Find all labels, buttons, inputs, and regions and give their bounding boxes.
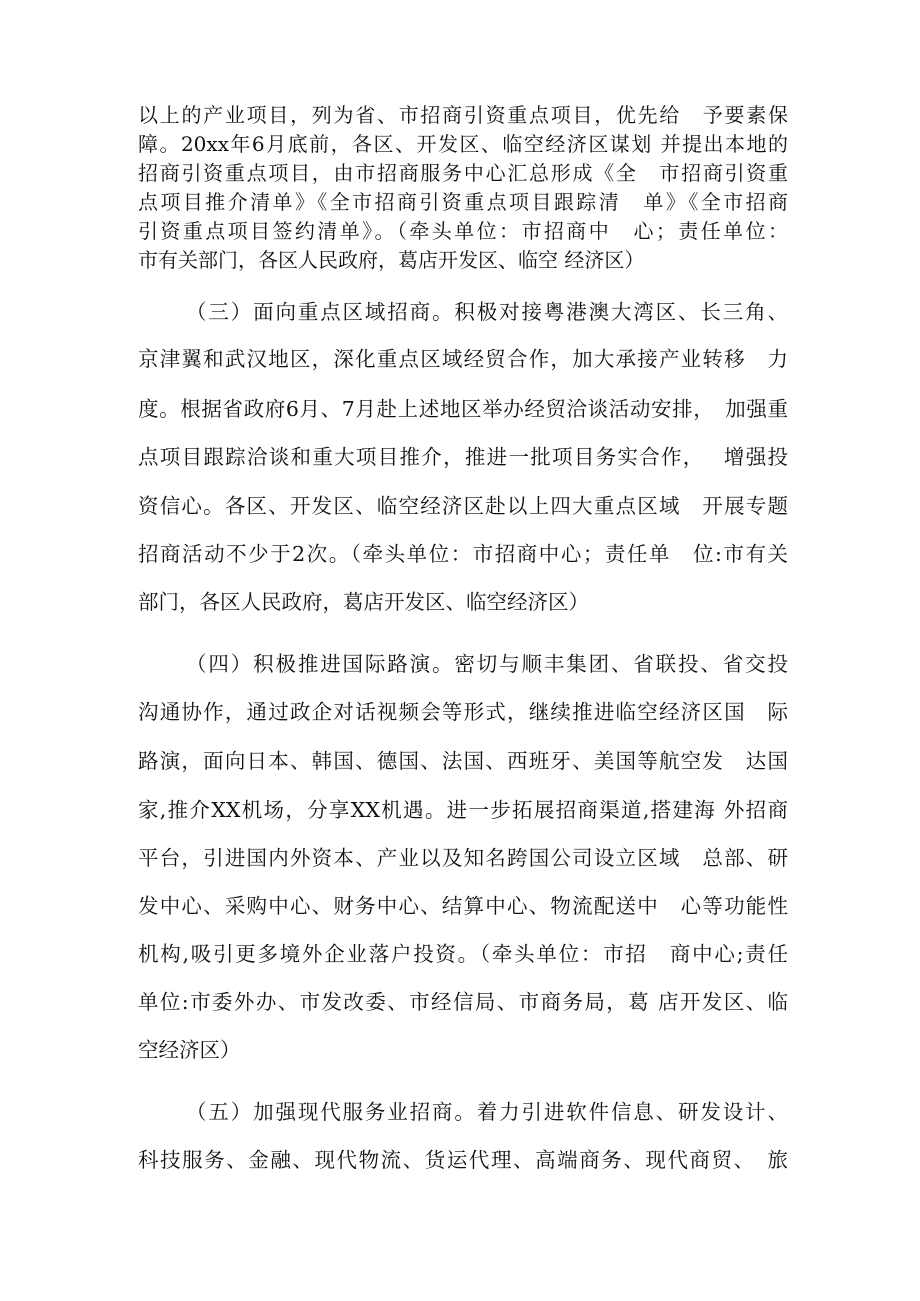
text-line: 度。根据省政府6月、7月赴上述地区举办经贸洽谈活动安排， 加强重 xyxy=(138,397,788,421)
text-line: 招商活动不少于2次。（牵头单位：市招商中心；责任单 位:市有关 xyxy=(138,542,788,566)
text-line: 空经济区） xyxy=(138,1038,241,1062)
text-line: 以上的产业项目，列为省、市招商引资重点项目，优先给 予要素保 xyxy=(138,103,788,127)
text-line: 京津翼和武汉地区，深化重点区域经贸合作，加大承接产业转移 力 xyxy=(138,347,788,371)
text-line: 单位:市委外办、市发改委、市经信局、市商务局，葛 店开发区、临 xyxy=(138,990,788,1014)
text-line: 科技服务、金融、现代物流、货运代理、高端商务、现代商贸、 旅 xyxy=(138,1148,788,1172)
text-line: 家,推介XX机场，分享XX机遇。进一步拓展招商渠道,搭建海 外招商 xyxy=(138,798,788,822)
text-line: 路演，面向日本、韩国、德国、法国、西班牙、美国等航空发 达国 xyxy=(138,749,788,773)
section-heading-line: （五）加强现代服务业招商。着力引进软件信息、研发设计、 xyxy=(186,1100,788,1124)
text-line: 招商引资重点项目，由市招商服务中心汇总形成《全 市招商引资重 xyxy=(138,161,788,185)
text-line: 沟通协作，通过政企对话视频会等形式，继续推进临空经济区国 际 xyxy=(138,700,788,724)
text-line: 平台，引进国内外资本、产业以及知名跨国公司设立区域 总部、研 xyxy=(138,846,788,870)
text-line: 资信心。各区、开发区、临空经济区赴以上四大重点区域 开展专题 xyxy=(138,494,788,518)
text-line: 引资重点项目签约清单》。（牵头单位：市招商中 心；责任单位： xyxy=(138,219,788,243)
text-line: 发中心、采购中心、财务中心、结算中心、物流配送中 心等功能性 xyxy=(138,894,788,918)
section-heading-line: （三）面向重点区域招商。积极对接粤港澳大湾区、长三角、 xyxy=(186,300,788,324)
text-line: 障。20xx年6月底前，各区、开发区、临空经济区谋划 并提出本地的 xyxy=(138,132,788,156)
text-line: 点项目推介清单》《全市招商引资重点项目跟踪清 单》《全市招商 xyxy=(138,190,788,214)
section-heading-line: （四）积极推进国际路演。密切与顺丰集团、省联投、省交投 xyxy=(186,652,788,676)
text-line: 部门，各区人民政府，葛店开发区、临空经济区） xyxy=(138,590,589,614)
text-line: 点项目跟踪洽谈和重大项目推介，推进一批项目务实合作， 增强投 xyxy=(138,445,788,469)
text-line: 市有关部门，各区人民政府，葛店开发区、临空 经济区） xyxy=(138,248,645,272)
text-line: 机构,吸引更多境外企业落户投资。（牵头单位：市招 商中心;责任 xyxy=(138,942,788,966)
